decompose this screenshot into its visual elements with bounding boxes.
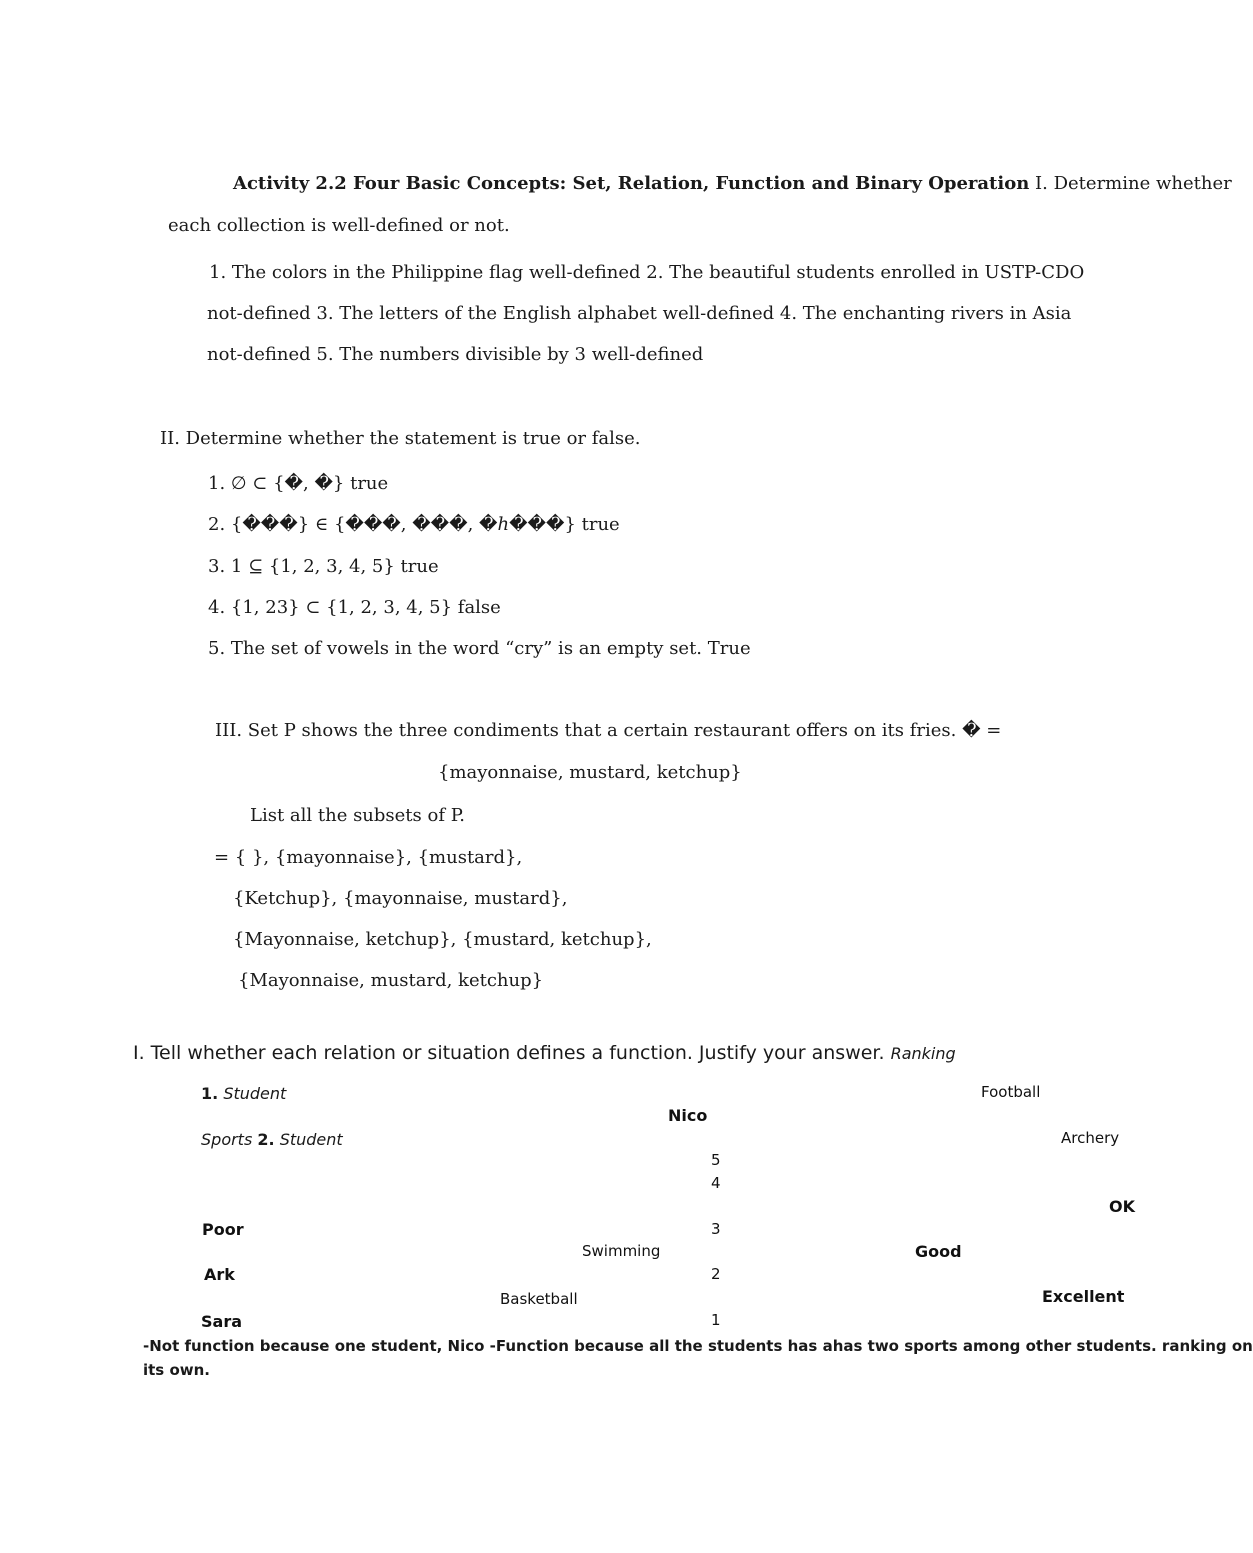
answer-line-1: -Not function because one student, Nico -Function because all the students has ahas two sports among other students. ranking on: [143, 1337, 1253, 1355]
section2-item-3: 3. 1 ⊆ {1, 2, 3, 4, 5} true: [208, 556, 439, 577]
item1-header: [201, 1084, 286, 1103]
section4-heading-line: [133, 1042, 956, 1064]
rank-1: 1: [711, 1311, 721, 1329]
item2-student-label: Student: [279, 1130, 343, 1149]
subsets-line-2: {Ketchup}, {mayonnaise, mustard},: [233, 888, 568, 909]
sport-basketball: Basketball: [500, 1290, 578, 1308]
section2-item-2: 2. {���} ∈ {���, ���, �ℎ���} true: [208, 514, 620, 535]
rank-3: 3: [711, 1220, 721, 1238]
answer-line-2: its own.: [143, 1361, 211, 1379]
item2-number: 2.: [257, 1130, 275, 1149]
section2-item-5: 5. The set of vowels in the word “cry” is an empty set. True: [208, 638, 751, 659]
subsets-line-4: {Mayonnaise, mustard, ketchup}: [238, 970, 544, 991]
ranking-label: Ranking: [890, 1044, 956, 1063]
sports-label: Sports: [201, 1130, 253, 1149]
instruction-part-a: I. Determine whether: [1035, 173, 1232, 194]
rank-2: 2: [711, 1265, 721, 1283]
student-poor: Poor: [202, 1220, 244, 1239]
section1-line-2: not-defined 3. The letters of the English alphabet well-defined 4. The enchanting rivers in Asia: [207, 303, 1072, 324]
rating-ok: OK: [1109, 1197, 1135, 1216]
sport-swimming: Swimming: [582, 1242, 661, 1260]
sport-football: Football: [981, 1083, 1041, 1101]
subsets-prompt: List all the subsets of P.: [250, 805, 465, 826]
student-sara: Sara: [201, 1312, 243, 1331]
rank-4: 4: [711, 1174, 721, 1192]
item1-student-label: Student: [223, 1084, 287, 1103]
student-ark: Ark: [204, 1265, 235, 1284]
student-nico: Nico: [668, 1106, 708, 1125]
rank-5: 5: [711, 1151, 721, 1169]
item1-number: 1.: [201, 1084, 219, 1103]
sport-archery: Archery: [1061, 1129, 1120, 1147]
set-p-members: {mayonnaise, mustard, ketchup}: [438, 762, 742, 783]
subsets-line-3: {Mayonnaise, ketchup}, {mustard, ketchup},: [233, 929, 652, 950]
section1-line-1: 1. The colors in the Philippine flag well-defined 2. The beautiful students enrolled in USTP-CDO: [209, 262, 1085, 283]
section2-item-4: 4. {1, 23} ⊂ {1, 2, 3, 4, 5} false: [208, 597, 501, 618]
section3-heading: III. Set P shows the three condiments that a certain restaurant offers on its fries. � =: [215, 720, 1002, 741]
item2-header: [201, 1130, 343, 1149]
rating-excellent: Excellent: [1042, 1287, 1125, 1306]
instruction-part-b: each collection is well-defined or not.: [168, 215, 510, 236]
section4-heading: I. Tell whether each relation or situation defines a function. Justify your answer.: [133, 1042, 885, 1064]
rating-good: Good: [915, 1242, 962, 1261]
subsets-line-1: = { }, {mayonnaise}, {mustard},: [214, 847, 523, 868]
title-line: [233, 173, 1232, 194]
activity-title: Activity 2.2 Four Basic Concepts: Set, Relation, Function and Binary Operation: [233, 173, 1030, 194]
section2-heading: II. Determine whether the statement is true or false.: [160, 428, 641, 449]
section2-item-1: 1. ∅ ⊂ {�, �} true: [208, 473, 389, 494]
section1-line-3: not-defined 5. The numbers divisible by 3 well-defined: [207, 344, 704, 365]
